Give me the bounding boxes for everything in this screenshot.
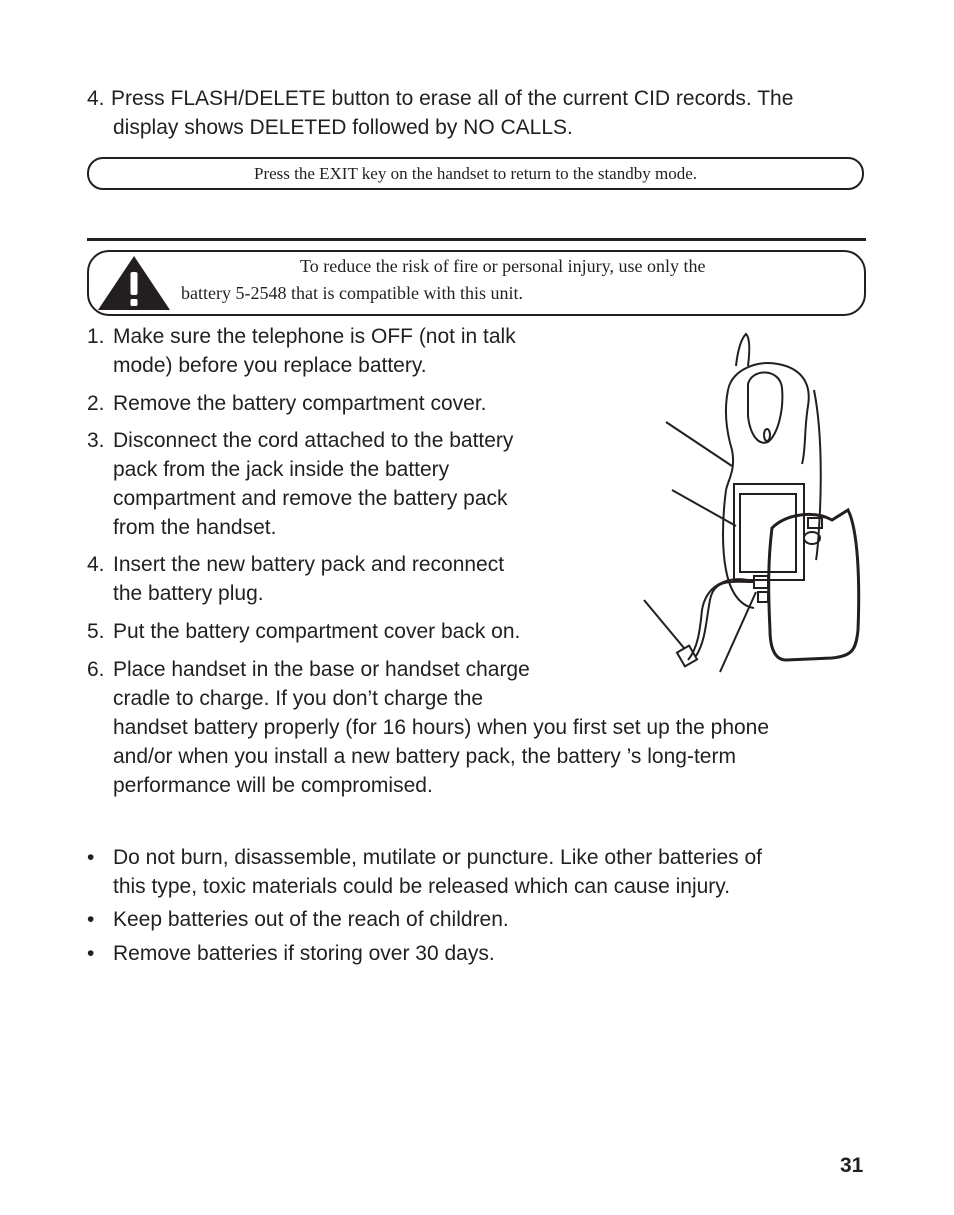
step-number: 1. xyxy=(87,325,105,348)
bullet-item-3 xyxy=(87,939,495,968)
step-1 xyxy=(87,322,516,380)
step-4 xyxy=(87,550,504,608)
step-number: 3. xyxy=(87,429,105,452)
bullet-glyph: • xyxy=(87,846,95,869)
warning-triangle-icon xyxy=(96,254,172,312)
step-text-line: the battery plug. xyxy=(113,582,264,605)
step-text-line: from the handset. xyxy=(113,516,277,539)
step-number: 5. xyxy=(87,620,105,643)
step-5 xyxy=(87,617,520,646)
step-text-line: Place handset in the base or handset charge xyxy=(113,658,530,681)
step-text-line: Make sure the telephone is OFF (not in talk xyxy=(113,325,516,348)
step-text-line: pack from the jack inside the battery xyxy=(113,458,450,481)
step-text-line: Remove the battery compartment cover. xyxy=(113,392,487,415)
step-text-line: mode) before you replace battery. xyxy=(113,354,427,377)
step-2 xyxy=(87,389,487,418)
note-box xyxy=(87,157,864,190)
top-step-4 xyxy=(87,84,867,142)
step-6 xyxy=(87,655,867,800)
step-text-line: performance will be compromised. xyxy=(113,774,433,797)
step-number: 4. xyxy=(87,87,105,110)
step-number: 6. xyxy=(87,658,105,681)
warning-text-line1: To reduce the risk of fire or personal injury, use only the xyxy=(300,256,706,276)
step-text-line: handset battery properly (for 16 hours) when you first set up the phone xyxy=(113,716,770,739)
step-text-line: compartment and remove the battery pack xyxy=(113,487,508,510)
bullet-text-line: Do not burn, disassemble, mutilate or puncture. Like other batteries of xyxy=(113,846,763,869)
step-text-line2: display shows DELETED followed by NO CALLS. xyxy=(113,116,573,139)
step-text-line: Disconnect the cord attached to the battery xyxy=(113,429,514,452)
step-3 xyxy=(87,426,513,542)
warning-text-line2: battery 5-2548 that is compatible with this unit. xyxy=(181,283,523,303)
step-text-line: Put the battery compartment cover back on. xyxy=(113,620,521,643)
page-number: 31 xyxy=(840,1154,864,1177)
handset-battery-illustration xyxy=(636,330,864,676)
note-text: Press the EXIT key on the handset to return to the standby mode. xyxy=(253,164,697,183)
step-number: 2. xyxy=(87,392,105,415)
section-divider xyxy=(87,238,866,241)
step-text-line: cradle to charge. If you don’t charge the xyxy=(113,687,484,710)
bullet-glyph: • xyxy=(87,942,95,965)
bullet-item-1 xyxy=(87,843,867,901)
step-text-line1: Press FLASH/DELETE button to erase all of the current CID records. The xyxy=(111,87,794,110)
step-text-line: Insert the new battery pack and reconnect xyxy=(113,553,505,576)
step-number: 4. xyxy=(87,553,105,576)
bullet-glyph: • xyxy=(87,908,95,931)
bullet-item-2 xyxy=(87,905,509,934)
bullet-text-line: this type, toxic materials could be released which can cause injury. xyxy=(113,875,731,898)
bullet-text-line: Remove batteries if storing over 30 days. xyxy=(113,942,495,965)
step-text-line: and/or when you install a new battery pack, the battery ’s long-term xyxy=(113,745,736,768)
bullet-text-line: Keep batteries out of the reach of children. xyxy=(113,908,509,931)
